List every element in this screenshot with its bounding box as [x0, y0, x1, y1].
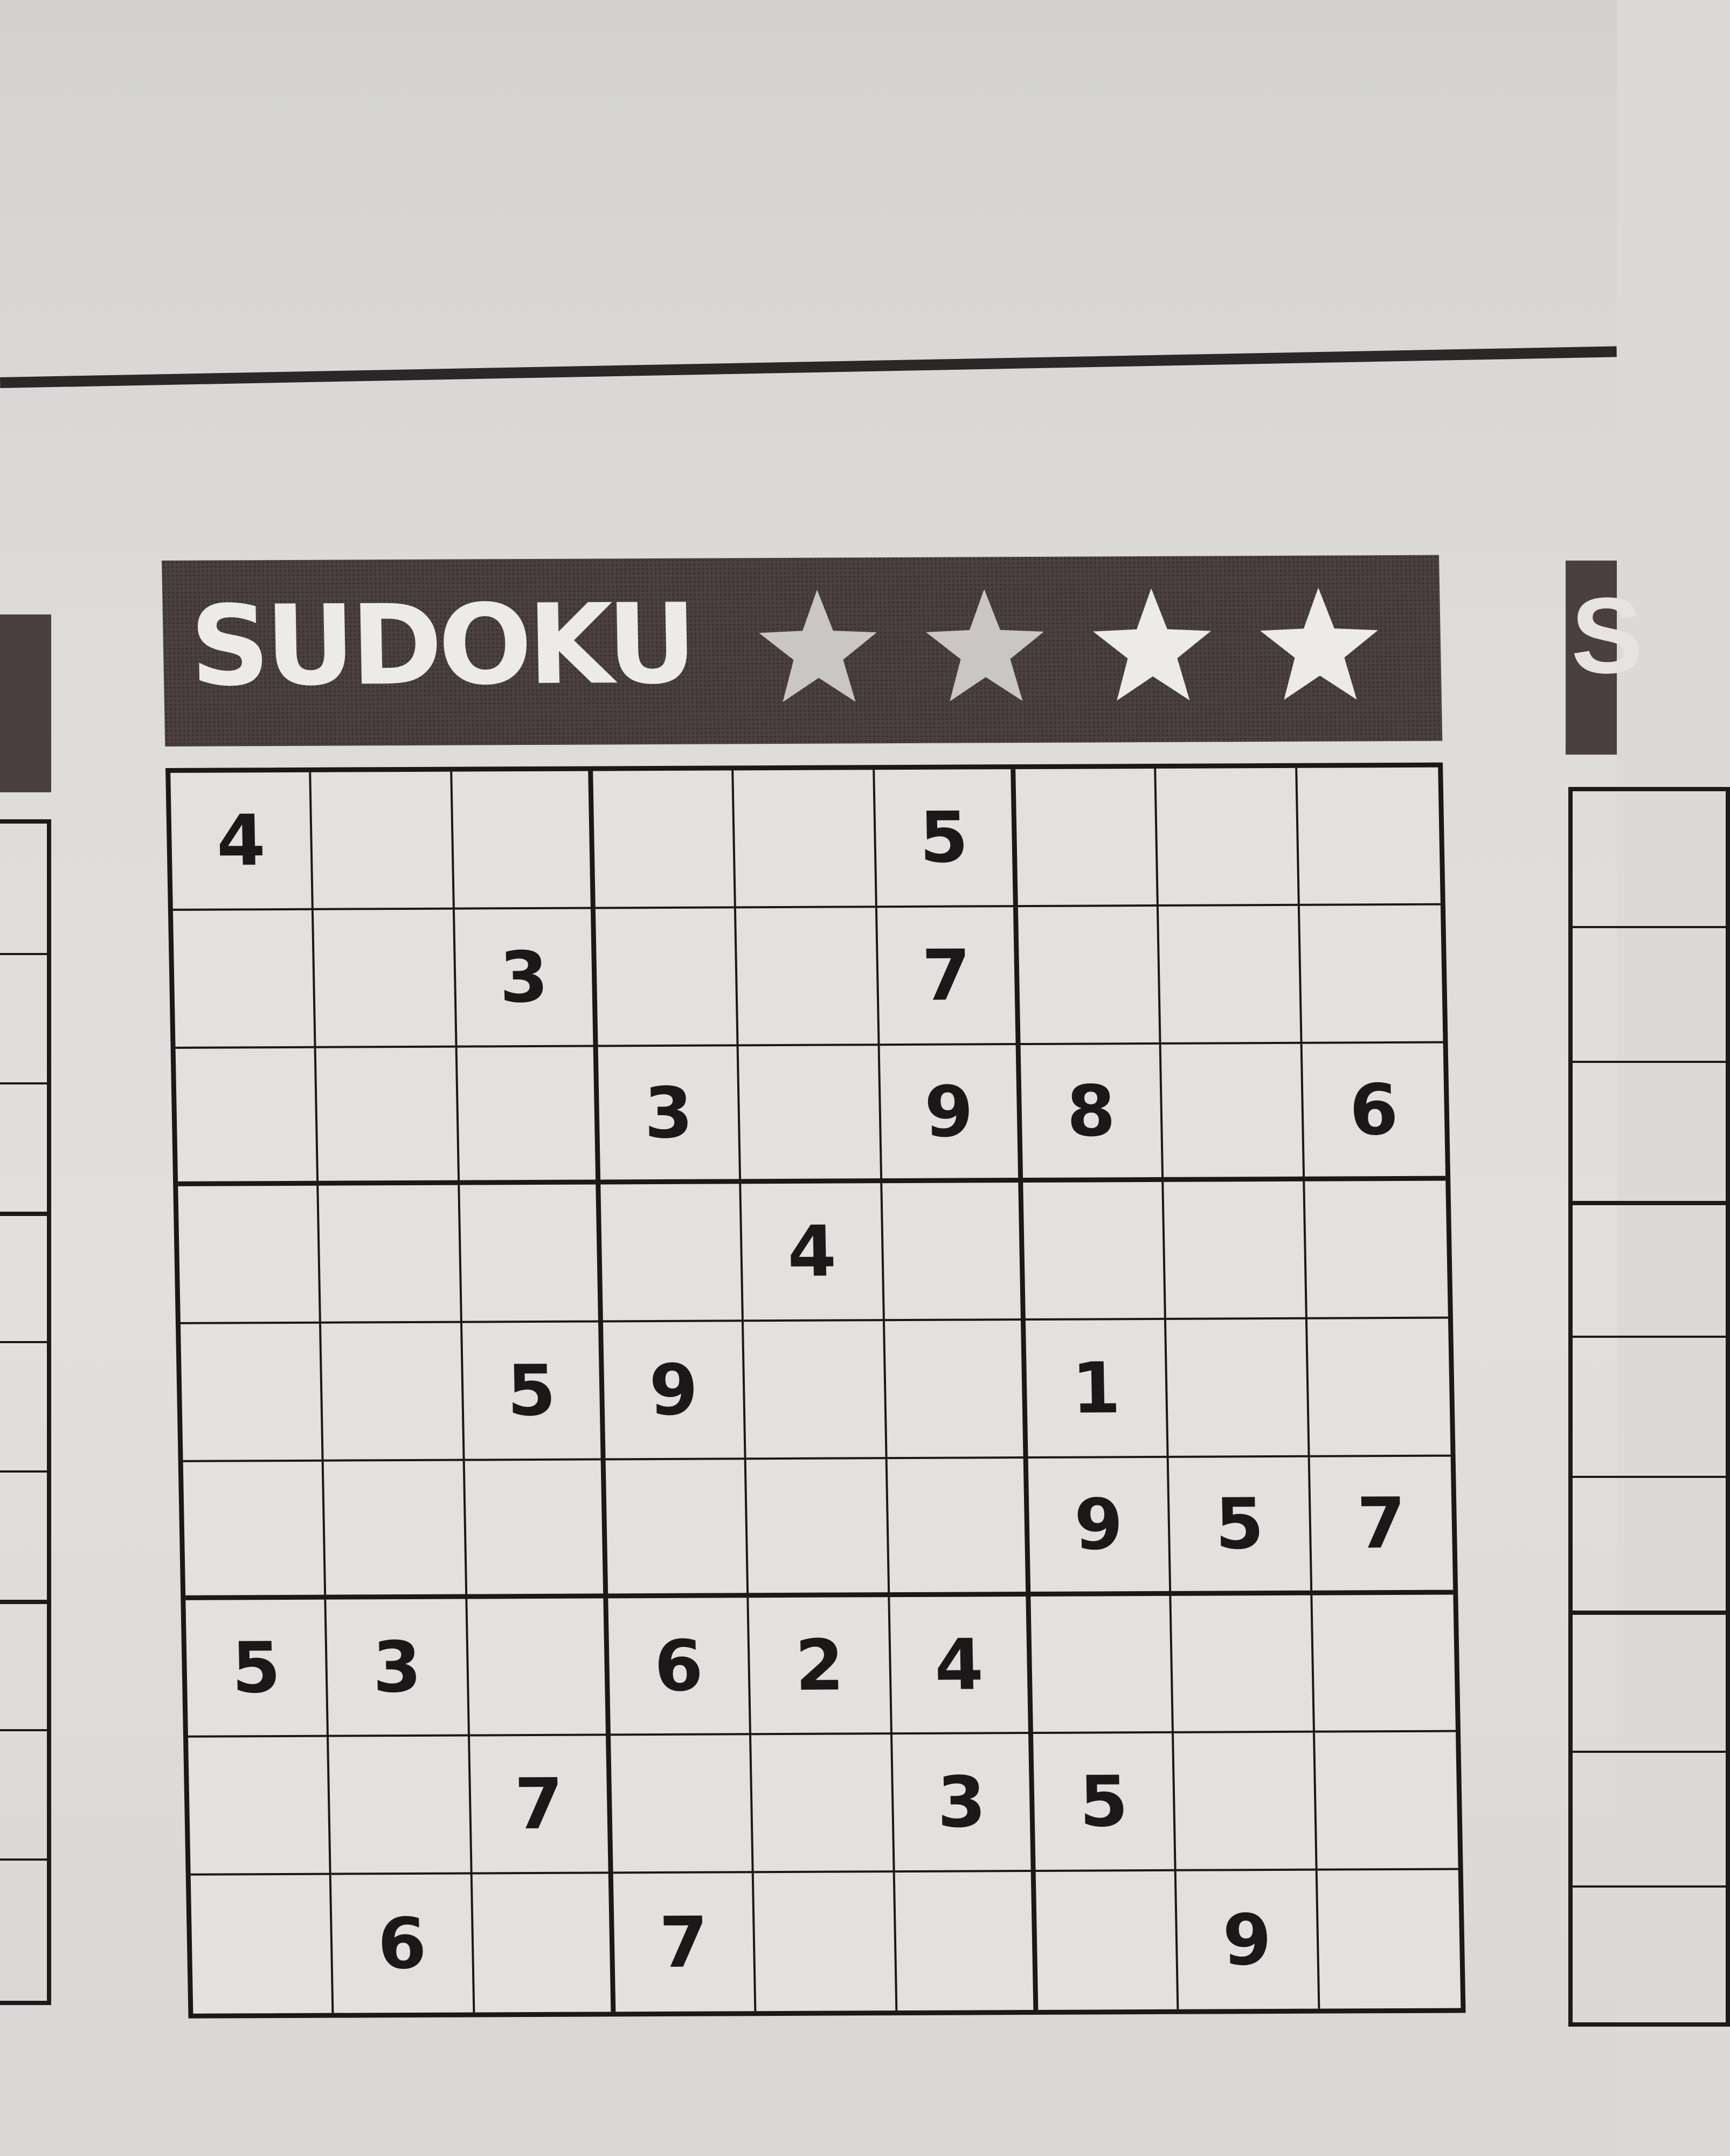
star-empty-icon: [1256, 585, 1382, 709]
empty-cell[interactable]: [736, 908, 880, 1046]
difficulty-rating: [755, 585, 1382, 711]
given-cell[interactable]: 1: [1026, 1320, 1169, 1459]
empty-cell[interactable]: [611, 1736, 754, 1874]
right-grid-rule: [1573, 1476, 1726, 1478]
empty-cell[interactable]: [1036, 1871, 1179, 2010]
empty-cell[interactable]: [460, 1185, 603, 1323]
empty-cell[interactable]: [181, 1324, 324, 1462]
given-cell[interactable]: 8: [1021, 1044, 1164, 1183]
right-puzzle-title: S: [1571, 576, 1643, 696]
empty-cell[interactable]: [472, 1874, 615, 2013]
empty-cell[interactable]: [457, 1047, 600, 1185]
star-filled-icon: [755, 587, 881, 711]
right-puzzle-banner: [1566, 561, 1643, 755]
right-grid-rule: [1573, 926, 1726, 928]
given-cell[interactable]: 7: [613, 1873, 757, 2012]
given-cell[interactable]: 3: [598, 1046, 742, 1185]
empty-cell[interactable]: [1297, 768, 1441, 906]
puzzle-title: SUDOKU: [189, 580, 694, 711]
right-grid-rule: [1573, 1611, 1726, 1615]
empty-cell[interactable]: [321, 1323, 465, 1462]
left-grid-rule: [0, 1212, 47, 1216]
empty-cell[interactable]: [1161, 1044, 1305, 1182]
right-grid-rule: [1573, 1751, 1726, 1753]
given-cell[interactable]: 7: [877, 907, 1021, 1046]
empty-cell[interactable]: [1307, 1319, 1451, 1457]
left-grid-rule: [0, 1858, 47, 1861]
given-cell[interactable]: 5: [1169, 1457, 1312, 1596]
right-grid-rule: [1573, 1885, 1726, 1888]
empty-cell[interactable]: [744, 1321, 887, 1460]
empty-cell[interactable]: [1300, 905, 1443, 1044]
empty-cell[interactable]: [319, 1185, 462, 1324]
right-grid-rule: [1573, 1201, 1726, 1205]
empty-cell[interactable]: [754, 1872, 897, 2011]
empty-cell[interactable]: [176, 1048, 319, 1186]
empty-cell[interactable]: [600, 1184, 744, 1323]
given-cell[interactable]: 6: [331, 1875, 475, 2013]
empty-cell[interactable]: [1312, 1594, 1456, 1733]
given-cell[interactable]: 6: [1302, 1043, 1445, 1181]
sudoku-puzzle: [162, 555, 1471, 2019]
given-cell[interactable]: 9: [1028, 1458, 1172, 1597]
given-cell[interactable]: 3: [892, 1734, 1036, 1872]
empty-cell[interactable]: [467, 1598, 611, 1737]
given-cell[interactable]: 9: [880, 1045, 1023, 1184]
empty-cell[interactable]: [895, 1872, 1038, 2010]
empty-cell[interactable]: [1315, 1732, 1458, 1871]
left-grid-rule: [0, 1600, 47, 1604]
empty-cell[interactable]: [183, 1462, 327, 1600]
left-grid-rule: [0, 1341, 47, 1343]
empty-cell[interactable]: [191, 1875, 334, 2014]
left-grid-rule: [0, 953, 47, 955]
star-filled-icon: [922, 586, 1048, 711]
empty-cell[interactable]: [1174, 1733, 1317, 1871]
empty-cell[interactable]: [1166, 1319, 1310, 1458]
empty-cell[interactable]: [734, 770, 877, 908]
right-grid-rule: [1573, 1061, 1726, 1063]
given-cell[interactable]: 5: [185, 1599, 329, 1738]
given-cell[interactable]: 9: [603, 1322, 746, 1460]
sudoku-grid: [165, 763, 1465, 2019]
given-cell[interactable]: 4: [170, 772, 314, 911]
empty-cell[interactable]: [593, 770, 736, 909]
given-cell[interactable]: 3: [327, 1599, 470, 1737]
given-cell[interactable]: 7: [1310, 1456, 1453, 1595]
left-grid-rule: [0, 1082, 47, 1084]
empty-cell[interactable]: [314, 909, 457, 1048]
left-puzzle-banner: [0, 614, 51, 792]
empty-cell[interactable]: [173, 910, 316, 1049]
empty-cell[interactable]: [312, 772, 455, 910]
empty-cell[interactable]: [1164, 1181, 1307, 1320]
empty-cell[interactable]: [329, 1737, 472, 1875]
empty-cell[interactable]: [465, 1460, 608, 1599]
empty-cell[interactable]: [188, 1737, 331, 1876]
left-puzzle-grid: [0, 819, 51, 2005]
given-cell[interactable]: 6: [608, 1598, 751, 1736]
empty-cell[interactable]: [1023, 1182, 1166, 1321]
empty-cell[interactable]: [882, 1183, 1026, 1321]
empty-cell[interactable]: [452, 771, 596, 910]
empty-cell[interactable]: [178, 1186, 321, 1324]
given-cell[interactable]: 4: [742, 1184, 885, 1322]
empty-cell[interactable]: [1172, 1595, 1315, 1733]
empty-cell[interactable]: [596, 908, 739, 1047]
given-cell[interactable]: 3: [455, 909, 598, 1047]
empty-cell[interactable]: [1305, 1181, 1448, 1319]
empty-cell[interactable]: [1030, 1595, 1174, 1734]
right-puzzle-grid: [1568, 787, 1730, 2027]
empty-cell[interactable]: [885, 1321, 1028, 1459]
empty-cell[interactable]: [887, 1459, 1030, 1597]
empty-cell[interactable]: [1317, 1870, 1461, 2009]
given-cell[interactable]: 9: [1177, 1871, 1320, 2009]
left-grid-rule: [0, 1470, 47, 1473]
empty-cell[interactable]: [1015, 769, 1159, 907]
given-cell[interactable]: 5: [875, 769, 1018, 908]
empty-cell[interactable]: [324, 1461, 467, 1599]
empty-cell[interactable]: [606, 1460, 749, 1598]
left-grid-rule: [0, 1729, 47, 1731]
empty-cell[interactable]: [1018, 907, 1161, 1045]
empty-cell[interactable]: [746, 1459, 890, 1598]
right-grid-rule: [1573, 1336, 1726, 1338]
star-empty-icon: [1089, 585, 1215, 710]
empty-cell[interactable]: [1159, 906, 1302, 1045]
given-cell[interactable]: 7: [470, 1736, 613, 1875]
puzzle-header: [162, 555, 1442, 747]
given-cell[interactable]: 5: [462, 1323, 606, 1461]
given-cell[interactable]: 2: [749, 1597, 892, 1736]
empty-cell[interactable]: [316, 1047, 460, 1186]
given-cell[interactable]: 4: [890, 1597, 1033, 1735]
given-cell[interactable]: 5: [1033, 1733, 1177, 1872]
empty-cell[interactable]: [739, 1046, 882, 1184]
empty-cell[interactable]: [1157, 768, 1300, 907]
empty-cell[interactable]: [751, 1735, 895, 1874]
